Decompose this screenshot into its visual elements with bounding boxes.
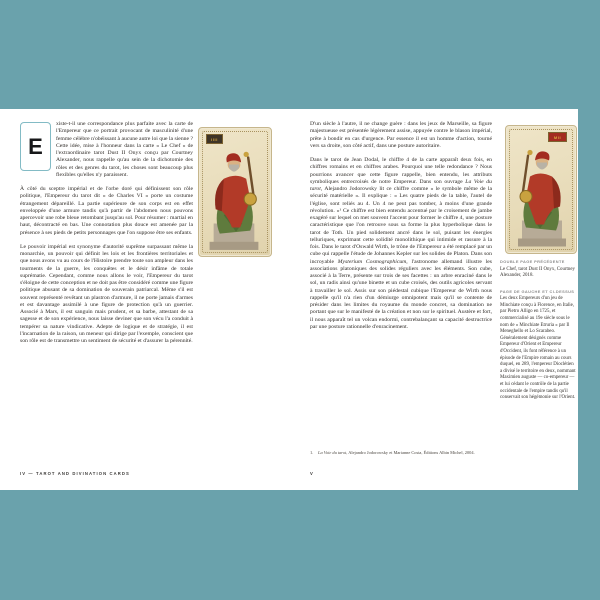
- right-paragraph-2: [310, 157, 492, 331]
- left-paragraph-2: À côté du sceptre impérial et de l'orbe doré qui définissent son rôle politique, l'Empereur du tarot dit « de Charles VI » porte un costume étrangement dépareillé. La partie supérieure de son corps est en effet enveloppée d'une armure tandis qu'à partir de l'abdomen nous pouvons apercevoir une robe bleue retombant jusqu'au sol. Pour résumer : martial en haut, décontracté en bas. Une connotation plus douce est amenée par la présence à ses pieds de petits personnages que l'on suppose être ses enfants.: [20, 186, 193, 236]
- caption-left-and-above: Les deux Empereurs d'un jeu de Minchiate conçu à Florence, en Italie, par Pietro Alligo en 1725, et commercialisé au 19e siècle sous le nom de « Minchiate Etruria » par Il Meneghello et Lo Scarabeo. Généralement désignés comme Empereur d'Orient et Empereur d'Occident, ils font référence à un épisode de l'Empire romain au cours duquel, en 289, l'empereur Dioclétien a divisé le territoire en deux, nommant Maximien auguste — co-empereur — et lui cédant le contrôle de la partie occidentale de l'empire tandis qu'il conservait son hégémonie sur l'Orient.: [500, 296, 576, 401]
- left-paragraph-1-text: xiste-t-il une correspondance plus parfaite avec la carte de l'Empereur que ce portrait provocant de masculinité d'une femme célèbre n'obéissant à aucune autre loi que la sienne ? Cette idée, mise à l'honneur dans la carte « Le Chef » de l'extraordinaire tarot Dust II Onyx conçu par Courtney Alexander, nous rappelle qu'au sein de la dichotomie des rôles et des genres du tarot, les choses sont beaucoup plus flexibles qu'elles n'y paraissent.: [56, 121, 193, 178]
- left-paragraph-3: Le pouvoir impérial est synonyme d'autorité suprême surpassant même la monarchie, un pouvoir qui définit les lois et les frontières territoriales et que nous avons vu au cours de l'Histoire prendre toute son ampleur dans les tourments de la guerre, les conquêtes et le désir infâme de totale suprématie. Cependant, comme nous allons le voir, l'Empereur du tarot s'éloigne de cette conception et ne doit pas être considéré comme une figure politique abusant de sa domination de souverain patriarcal. Même s'il est souvent représenté revêtant un plastron d'armure, il ne porte jamais d'armes et est davantage assimilé à une figure de protection qu'à un guerrier. Associé à Mars, il est sanguin mais prudent, et sa barbe, attestant de sa sagesse et de son expérience, nous laisse deviner que son vécu l'a conduit à tempérer sa nature vindicative. Adepte de logique et de stratégie, il est l'incarnation de la raison, un meneur qui dirige par l'exemple, conscient que son rôle est de transmettre un sentiment de sécurité et d'assurer la pérennité.: [20, 243, 193, 344]
- right-paragraph-1: D'un siècle à l'autre, il ne change guère : dans les jeux de Marseille, sa figure majestueuse est présentée légèrement assise, appuyée contre le blason impérial, prête à bondir en cas d'urgence. Par essence il est un homme d'action, tourné vers sa droite, son côté actif, dans une posture autoritaire.: [310, 121, 492, 149]
- running-footer: IV — TAROT AND DIVINATION CARDS: [20, 471, 130, 476]
- right-text-column: [310, 121, 492, 331]
- right-tarot-card-image: [505, 125, 577, 254]
- footnote-book-title: La Voie du tarot: [318, 450, 347, 455]
- drop-cap-box: [20, 122, 51, 171]
- drop-cap-letter: E: [28, 133, 43, 159]
- page-number: V: [310, 471, 314, 476]
- caption-previous-spread: Le Chef, tarot Dust II Onyx, Courtney Alexander, 2018.: [500, 266, 575, 279]
- left-paragraph-1: [20, 121, 193, 179]
- book-title-italic: Mysterium Cosmographicum: [337, 258, 407, 265]
- book-title-italic: La Voie du tarot: [310, 178, 492, 192]
- card-number-label: IIII: [206, 134, 223, 144]
- paragraph-text: , l'astronome allemand illustre les associations platoniques des solides réguliers avec les éléments. Son cube, associé à la Terre, présente sur trois de ses facettes : un arbre enraciné dans le sol, un radis ainsi qu'une binette et un cube croisés, des outils agricoles servant à travailler le sol. Assis sur son piédestal cubique l'Empereur de Wirth nous rappelle qu'il n'a rien d'un démiurge omnipotent mais qu'il se contente de présider dans les limites du royaume du monde concret, sa domination ne portant que sur le manifesté de la création et non sur le spirituel. Austère et fort, il nous apparaît tel un volcan endormi, contrebalançant sa capacité destructrice par une posture rationnelle d'enracinement.: [310, 258, 492, 330]
- emperor-figure-illustration: [199, 134, 271, 254]
- footnote: [310, 450, 480, 456]
- footnote-marker: 1.: [310, 450, 314, 455]
- caption-header-previous-spread: DOUBLE PAGE PRÉCÉDENTE: [500, 259, 565, 264]
- left-text-column: [20, 121, 193, 345]
- card-number-label: MII: [548, 132, 567, 142]
- footnote-text: [318, 450, 475, 456]
- footnote-rest: , Alejandro Jodorowsky et Marianne Costa, Éditions Albin Michel, 2004.: [346, 450, 475, 455]
- left-tarot-card-image: [198, 127, 272, 257]
- emperor-figure-illustration: [506, 132, 576, 251]
- caption-header-left-and-above: PAGE DE GAUCHE ET CI-DESSUS: [500, 288, 575, 294]
- margin-captions-column: [500, 259, 576, 402]
- paragraph-text: Dans le tarot de Jean Dodal, le chiffre 4 de la carte apparaît deux fois, en chiffres romains et en chiffres arabes. Pourquoi une telle redondance ? Nous pourrions avancer que cette figure rappelle, bien entendu, les attributs symboliques entrecroisés de notre Empereur. Dans son ouvrage: [310, 157, 492, 185]
- paragraph-text: , Alejandro Jodorowsky lit ce chiffre comme « le symbole même de la sécurité matérielle ». Il explique : « Les quatre pieds de la table, l'autel de l'église, sont reliés au 4. Un 4 ne peut pas tomber, à moins d'une grande révolution. »¹ Ce chiffre est bien entendu accentué par le croisement de jambe exagéré sur lequel on met souvent l'accent pour former le chiffre 4, une posture caractéristique que l'on retrouve sous sa forme la plus hyperbolique dans le tarot de Toth. Un pied solidement ancré dans le sol, puisant les énergies telluriques, exprimant cette solidité monolithique qui intimide et rassure à la fois. Dans le tarot d'Oswald Wirth, le trône de l'Empereur a été remplacé par un cube qui rappelle l'étude de Johannes Kepler sur les solides de Platon. Dans son incroyable: [310, 186, 492, 265]
- book-spread: [0, 109, 578, 490]
